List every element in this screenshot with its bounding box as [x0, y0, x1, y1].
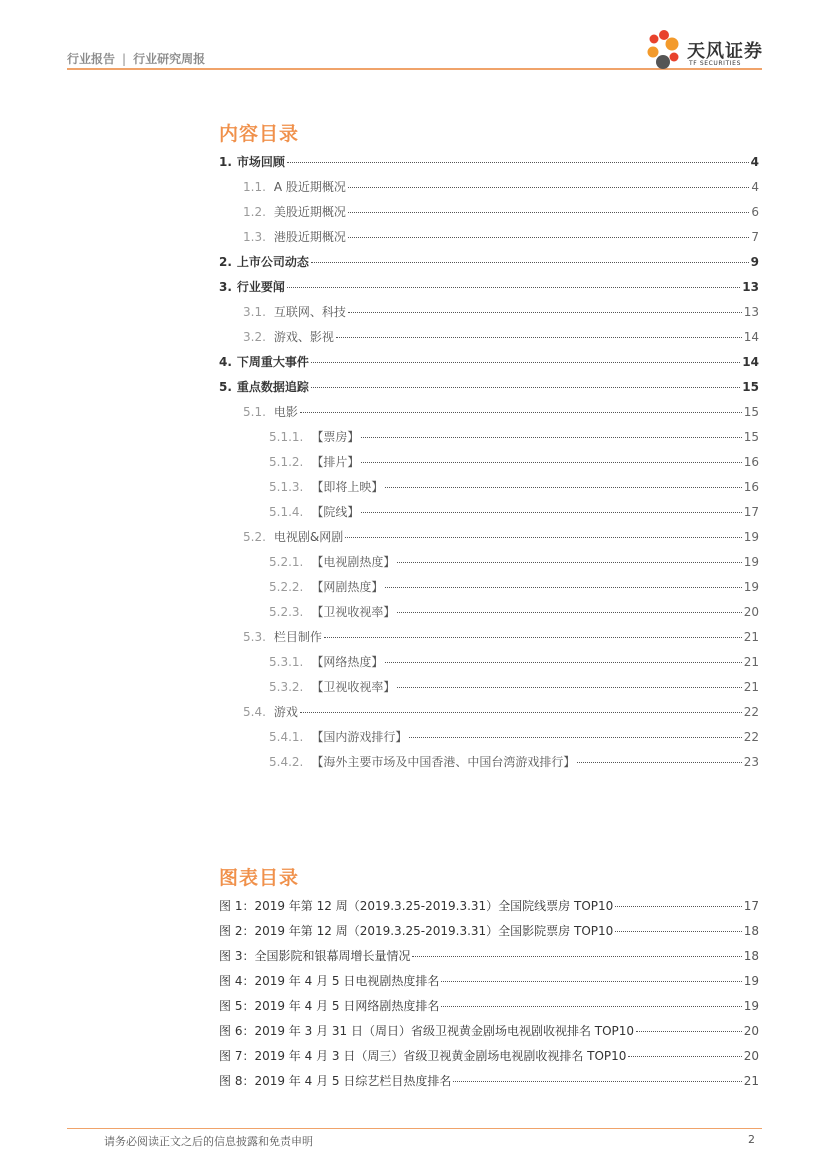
- toc-entry-number: 5.2.1.: [269, 555, 304, 569]
- toc-entry-number: 5.1.1.: [269, 430, 304, 444]
- figure-entry-title: 图 8：2019 年 4 月 5 日综艺栏目热度排名: [219, 1074, 452, 1088]
- dot-leader: [615, 906, 741, 907]
- dot-leader: [345, 537, 741, 538]
- toc-entry[interactable]: [243, 203, 759, 221]
- toc-entry-title: 【卫视收视率】: [311, 680, 396, 694]
- dot-leader: [361, 512, 741, 513]
- dot-leader: [441, 1006, 741, 1007]
- toc-entry-title: 美股近期概况: [273, 205, 346, 219]
- figure-entry-title: 图 7：2019 年 4 月 3 日（周三）省级卫视黄金剧场电视剧收视排名 TOP10: [219, 1049, 627, 1063]
- dot-leader: [300, 712, 742, 713]
- toc-entry[interactable]: [243, 178, 759, 196]
- toc-entry[interactable]: [269, 553, 759, 571]
- toc-entry[interactable]: [269, 478, 759, 496]
- toc-entry-title: 港股近期概况: [273, 230, 346, 244]
- toc-entry-title: 行业要闻: [236, 280, 285, 294]
- figure-entry-page: 19: [743, 974, 759, 988]
- toc-entry[interactable]: [243, 228, 759, 246]
- toc-entry-page: 22: [743, 705, 759, 719]
- dot-leader: [324, 637, 742, 638]
- figure-entry[interactable]: [219, 1022, 759, 1040]
- dot-leader: [397, 562, 741, 563]
- toc-entry-number: 5.3.: [243, 630, 266, 644]
- toc-entry-page: 14: [742, 355, 759, 369]
- toc-entry[interactable]: [269, 428, 759, 446]
- figure-entry-page: 18: [743, 949, 759, 963]
- toc-entry-page: 6: [751, 205, 759, 219]
- toc-entry-number: 3.: [219, 280, 232, 294]
- dot-leader: [336, 337, 742, 338]
- toc-entry[interactable]: [243, 328, 759, 346]
- figures-title: 图表目录: [219, 867, 300, 889]
- toc-entry[interactable]: [219, 278, 759, 296]
- figure-entry[interactable]: [219, 997, 759, 1015]
- figure-entry-page: 20: [743, 1049, 759, 1063]
- toc-entry-page: 4: [750, 155, 759, 169]
- toc-entry-number: 5.2.2.: [269, 580, 304, 594]
- figure-entry-page: 17: [743, 899, 759, 913]
- toc-entry[interactable]: [219, 353, 759, 371]
- toc-entry-number: 5.1.2.: [269, 455, 304, 469]
- logo-chinese-name: 天风证券: [687, 41, 763, 62]
- figure-entry-page: 21: [743, 1074, 759, 1088]
- toc-entry-title: 游戏: [273, 705, 298, 719]
- breadcrumb-report-category: 行业研究周报: [133, 52, 206, 66]
- toc-entry[interactable]: [269, 753, 759, 771]
- toc-entry-page: 15: [743, 430, 759, 444]
- toc-entry-page: 13: [742, 280, 759, 294]
- toc-entry-page: 15: [742, 380, 759, 394]
- dot-leader: [412, 956, 741, 957]
- toc-entry[interactable]: [219, 153, 759, 171]
- toc-entry-page: 22: [743, 730, 759, 744]
- toc-entry[interactable]: [243, 303, 759, 321]
- figure-entry[interactable]: [219, 972, 759, 990]
- toc-entry-number: 5.4.1.: [269, 730, 304, 744]
- toc-entry-title: 【电视剧热度】: [311, 555, 396, 569]
- figure-entry[interactable]: [219, 1047, 759, 1065]
- dot-leader: [385, 487, 741, 488]
- dot-leader: [348, 312, 742, 313]
- dot-leader: [300, 412, 742, 413]
- toc-entry-title: 下周重大事件: [236, 355, 309, 369]
- toc-entry[interactable]: [219, 253, 759, 271]
- toc-entry-title: 【票房】: [311, 430, 360, 444]
- dot-leader: [397, 687, 741, 688]
- toc-entry-title: 上市公司动态: [236, 255, 309, 269]
- toc-entry-page: 9: [750, 255, 759, 269]
- toc-entry-title: 电影: [273, 405, 298, 419]
- toc-entry-number: 5.: [219, 380, 232, 394]
- dot-leader: [409, 737, 741, 738]
- dot-leader: [287, 162, 749, 163]
- toc-entry-number: 1.2.: [243, 205, 266, 219]
- toc-entry-page: 20: [743, 605, 759, 619]
- toc-entry-title: 【海外主要市场及中国香港、中国台湾游戏排行】: [311, 755, 576, 769]
- dot-leader: [361, 462, 741, 463]
- toc-entry-number: 1.1.: [243, 180, 266, 194]
- figure-entry[interactable]: [219, 947, 759, 965]
- toc-entry-page: 23: [743, 755, 759, 769]
- toc-entry-title: 游戏、影视: [273, 330, 334, 344]
- toc-entry-page: 16: [743, 455, 759, 469]
- toc-entry-title: 电视剧&网剧: [273, 530, 344, 544]
- logo-english-name: TF SECURITIES: [689, 60, 741, 67]
- breadcrumb: [67, 50, 205, 67]
- toc-entry-page: 13: [743, 305, 759, 319]
- dot-leader: [441, 981, 741, 982]
- toc-entry-title: 互联网、科技: [273, 305, 346, 319]
- toc-entry-title: 【排片】: [311, 455, 360, 469]
- toc-entry[interactable]: [269, 503, 759, 521]
- toc-entry-number: 5.2.3.: [269, 605, 304, 619]
- dot-leader: [636, 1031, 742, 1032]
- dot-leader: [397, 612, 741, 613]
- dot-leader: [385, 587, 741, 588]
- toc-title: 内容目录: [219, 123, 300, 145]
- toc-entry[interactable]: [269, 678, 759, 696]
- figure-entry-title: 图 6：2019 年 3 月 31 日（周日）省级卫视黄金剧场电视剧收视排名 TOP10: [219, 1024, 635, 1038]
- toc-entry[interactable]: [269, 603, 759, 621]
- toc-entry-number: 1.: [219, 155, 232, 169]
- dot-leader: [311, 362, 740, 363]
- dot-leader: [287, 287, 740, 288]
- toc-entry-number: 5.1.4.: [269, 505, 304, 519]
- figure-entry-title: 图 1：2019 年第 12 周（2019.3.25-2019.3.31）全国院线票房 TOP10: [219, 899, 614, 913]
- toc-entry-number: 2.: [219, 255, 232, 269]
- dot-leader: [348, 212, 749, 213]
- toc-entry[interactable]: [243, 403, 759, 421]
- toc-entry-number: 5.4.2.: [269, 755, 304, 769]
- toc-entry-number: 4.: [219, 355, 232, 369]
- toc-entry-page: 16: [743, 480, 759, 494]
- toc-entry[interactable]: [243, 528, 759, 546]
- toc-entry-title: 市场回顾: [236, 155, 285, 169]
- dot-leader: [361, 437, 741, 438]
- toc-entry-title: A 股近期概况: [273, 180, 346, 194]
- toc-entry-number: 3.1.: [243, 305, 266, 319]
- dot-leader: [385, 662, 741, 663]
- figure-entry-title: 图 5：2019 年 4 月 5 日网络剧热度排名: [219, 999, 440, 1013]
- toc-entry-title: 重点数据追踪: [236, 380, 309, 394]
- toc-entry-page: 15: [743, 405, 759, 419]
- dot-leader: [577, 762, 741, 763]
- toc-entry-title: 【院线】: [311, 505, 360, 519]
- figure-entry[interactable]: [219, 897, 759, 915]
- footer-disclaimer: 请务必阅读正文之后的信息披露和免责申明: [104, 1135, 313, 1148]
- toc-entry-number: 5.1.: [243, 405, 266, 419]
- figure-entry-page: 18: [743, 924, 759, 938]
- dot-leader: [311, 262, 749, 263]
- toc-entry[interactable]: [269, 453, 759, 471]
- figure-entry-page: 20: [743, 1024, 759, 1038]
- toc-entry[interactable]: [269, 728, 759, 746]
- figure-entry-title: 图 2：2019 年第 12 周（2019.3.25-2019.3.31）全国影院票房 TOP10: [219, 924, 614, 938]
- toc-entry[interactable]: [219, 378, 759, 396]
- toc-entry-page: 4: [751, 180, 759, 194]
- figure-entry[interactable]: [219, 1072, 759, 1090]
- toc-entry-title: 【网络热度】: [311, 655, 384, 669]
- dot-leader: [311, 387, 740, 388]
- dot-leader: [348, 187, 749, 188]
- toc-entry-page: 21: [743, 655, 759, 669]
- toc-entry-page: 17: [743, 505, 759, 519]
- toc-entry-page: 7: [751, 230, 759, 244]
- figure-entry[interactable]: [219, 922, 759, 940]
- toc-entry-page: 14: [743, 330, 759, 344]
- toc-entry[interactable]: [243, 628, 759, 646]
- toc-entry-page: 21: [743, 630, 759, 644]
- toc-entry-page: 19: [743, 580, 759, 594]
- figure-entry-title: 图 4：2019 年 4 月 5 日电视剧热度排名: [219, 974, 440, 988]
- figure-entry-title: 图 3：全国影院和银幕周增长量情况: [219, 949, 411, 963]
- breadcrumb-report-type: 行业报告: [67, 52, 116, 66]
- dot-leader: [453, 1081, 741, 1082]
- toc-entry-title: 栏目制作: [273, 630, 322, 644]
- toc-entry-number: 1.3.: [243, 230, 266, 244]
- toc-entry-title: 【网剧热度】: [311, 580, 384, 594]
- toc-entry-number: 5.4.: [243, 705, 266, 719]
- toc-entry-page: 19: [743, 555, 759, 569]
- figure-entry-page: 19: [743, 999, 759, 1013]
- toc-entry-title: 【卫视收视率】: [311, 605, 396, 619]
- toc-entry[interactable]: [243, 703, 759, 721]
- toc-entry-page: 21: [743, 680, 759, 694]
- toc-entry-number: 5.2.: [243, 530, 266, 544]
- toc-entry-number: 5.3.1.: [269, 655, 304, 669]
- toc-entry[interactable]: [269, 653, 759, 671]
- toc-entry-page: 19: [743, 530, 759, 544]
- toc-entry-title: 【国内游戏排行】: [311, 730, 408, 744]
- toc-entry-number: 3.2.: [243, 330, 266, 344]
- dot-leader: [348, 237, 749, 238]
- dot-leader: [628, 1056, 741, 1057]
- page-number: 2: [748, 1133, 755, 1146]
- company-logo: [643, 28, 763, 72]
- toc-entry-number: 5.1.3.: [269, 480, 304, 494]
- logo-flower-icon: [643, 28, 683, 72]
- footer-rule: [67, 1128, 762, 1129]
- toc-entry-title: 【即将上映】: [311, 480, 384, 494]
- toc-entry[interactable]: [269, 578, 759, 596]
- breadcrumb-separator: |: [122, 52, 127, 66]
- toc-entry-number: 5.3.2.: [269, 680, 304, 694]
- dot-leader: [615, 931, 741, 932]
